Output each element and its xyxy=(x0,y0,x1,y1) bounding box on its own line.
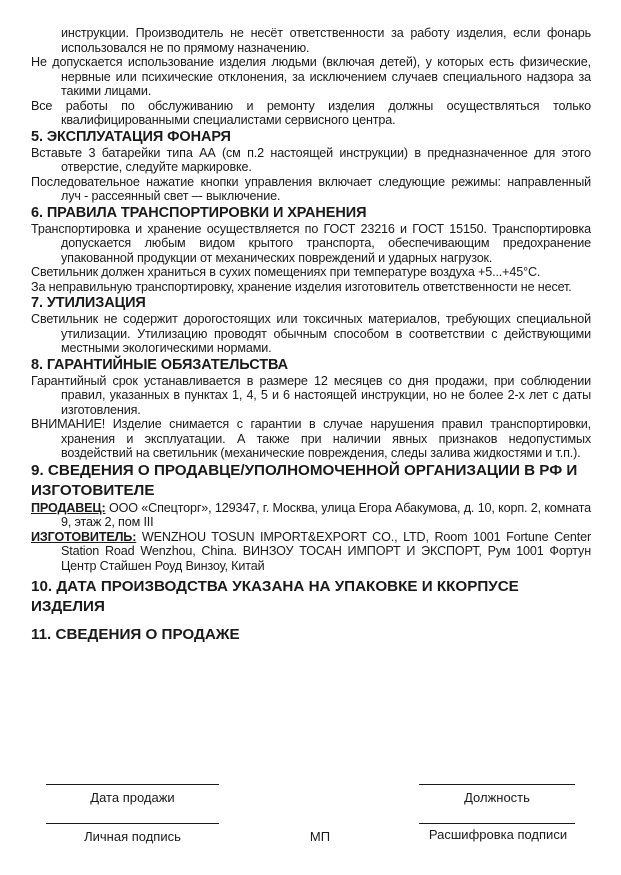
section-7-title: 7. УТИЛИЗАЦИЯ xyxy=(31,295,146,311)
section-8-paragraph-1: Гарантийный срок устанавливается в размере 12 месяцев со дня продажи, при соблюдении правил, указанных в пунктах 1, 4, 5 и 6 настоящей инструкции, но не более 2-х лет с даты изготовления. xyxy=(31,373,591,417)
manufacturer-label: ИЗГОТОВИТЕЛЬ: xyxy=(31,529,137,544)
seller-label: ПРОДАВЕЦ: xyxy=(31,500,106,515)
intro-paragraph-2: Не допускается использование изделия людьми (включая детей), у которых есть физические, нервные или психические отклонения, за исключением случаев специального надзора за такими лицами. xyxy=(31,55,591,98)
manufacturer-info xyxy=(31,530,591,574)
section-7-paragraph-1: Светильник не содержит дорогостоящих или токсичных материалов, требующих специальной утилизации. Утилизацию проводят обычным способом в соответствии с действующими местными экологическими нормами. xyxy=(31,312,591,355)
section-8-title: 8. ГАРАНТИЙНЫЕ ОБЯЗАТЕЛЬСТВА xyxy=(31,356,289,373)
sale-date-caption: Дата продажи xyxy=(90,790,175,805)
seller-info xyxy=(31,501,591,530)
section-11-title: 11. СВЕДЕНИЯ О ПРОДАЖЕ xyxy=(31,626,240,643)
section-5-title: 5. ЭКСПЛУАТАЦИЯ ФОНАРЯ xyxy=(31,128,231,145)
signature-decoding-line xyxy=(419,823,575,824)
personal-signature-line xyxy=(46,823,219,824)
section-6-title: 6. ПРАВИЛА ТРАНСПОРТИРОВКИ И ХРАНЕНИЯ xyxy=(31,204,367,221)
section-5-paragraph-1: Вставьте 3 батарейки типа АА (см п.2 настоящей инструкции) в предназначенное для этого отверстие, следуйте маркировке. xyxy=(31,145,591,174)
document-body xyxy=(31,26,591,645)
section-6-paragraph-3: За неправильную транспортировку, хранение изделия изготовитель ответственности не несет. xyxy=(31,279,572,294)
manufacturer-text: WENZHOU TOSUN IMPORT&EXPORT CO., LTD, Room 1001 Fortune Center Station Road Wenzhou, China. ВИНЗОУ ТОСАН ИМПОРТ И ЭКСПОРТ, Рум 1001 Фортун Центр Стайшен Роуд Винзоу, Китай xyxy=(61,529,591,573)
intro-paragraph-3: Все работы по обслуживанию и ремонту изделия должны осуществляться только квалифицированными специалистами сервисного центра. xyxy=(31,98,591,127)
stamp-caption: МП xyxy=(309,829,331,844)
signature-decoding-caption: Расшифровка подписи xyxy=(428,827,568,842)
intro-paragraph-1: инструкции. Производитель не несёт ответственности за работу изделия, если фонарь использовался не по прямому назначению. xyxy=(61,26,591,55)
section-6-paragraph-2: Светильник должен храниться в сухих помещениях при температуре воздуха +5...+45°С. xyxy=(31,265,541,279)
section-8-paragraph-2: ВНИМАНИЕ! Изделие снимается с гарантии в случае нарушения правил транспортировки, хранения и эксплуатации. А также при наличии явных признаков недопустимых воздействий на светильник (механические повреждения, следы залива жидкостями и т.п.). xyxy=(31,417,591,460)
seller-text: ООО «Спецторг», 129347, г. Москва, улица Егора Абакумова, д. 10, корп. 2, комната 9, этаж 2, пом III xyxy=(61,500,591,529)
position-caption: Должность xyxy=(464,790,530,805)
sale-date-line xyxy=(46,784,219,785)
section-9-title: 9. СВЕДЕНИЯ О ПРОДАВЦЕ/УПОЛНОМОЧЕННОЙ ОРГАНИЗАЦИИ В РФ И ИЗГОТОВИТЕЛЕ xyxy=(31,461,578,499)
section-5-paragraph-2: Последовательное нажатие кнопки управления включает следующие режимы: направленный луч - рассеянный свет –- выключение. xyxy=(31,174,591,203)
section-10-title: 10. ДАТА ПРОИЗВОДСТВА УКАЗАНА НА УПАКОВКЕ И ККОРПУСЕ ИЗДЕЛИЯ xyxy=(31,578,519,615)
section-6-paragraph-1: Транспортировка и хранение осуществляется по ГОСТ 23216 и ГОСТ 15150. Транспортировка допускается любым видом крытого транспорта, обеспечивающим предохранение упакованной продукции от механических повреждений и ударных нагрузок. xyxy=(31,221,591,265)
position-line xyxy=(419,784,575,785)
personal-signature-caption: Личная подпись xyxy=(84,829,181,844)
